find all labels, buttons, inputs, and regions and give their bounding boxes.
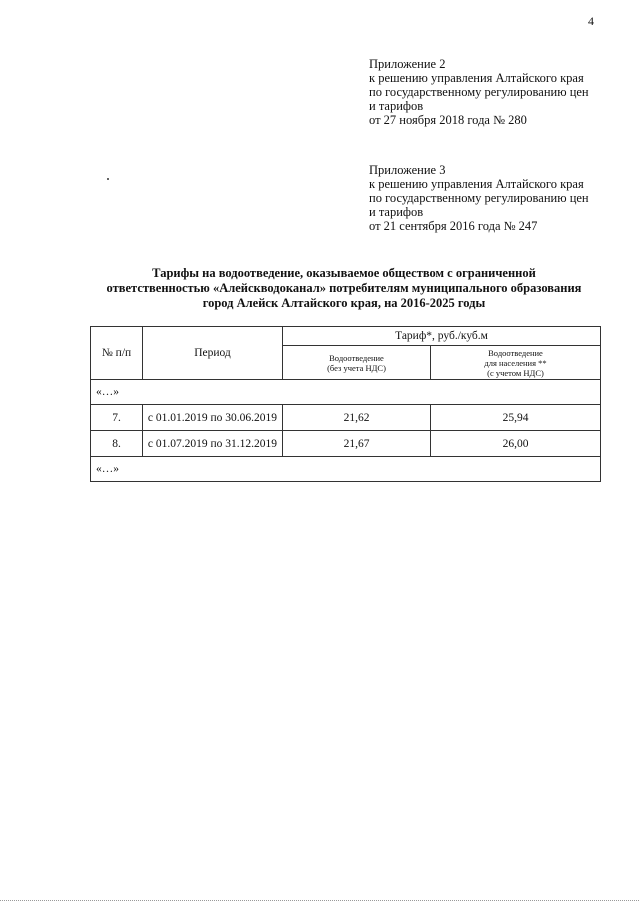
appendix-line: к решению управления Алтайского края <box>369 177 584 191</box>
appendix-line: и тарифов <box>369 205 424 219</box>
subheader-with-vat <box>431 346 601 380</box>
subheader-line: (без учета НДС) <box>327 362 386 373</box>
appendix-line: от 27 ноября 2018 года № 280 <box>369 113 527 127</box>
row-with-vat: 25,94 <box>431 405 601 431</box>
subheader-line: Водоотведение <box>329 352 384 363</box>
row-period: с 01.07.2019 по 31.12.2019 <box>143 431 283 457</box>
table-row <box>91 431 601 457</box>
ellipsis-row: «…» <box>91 457 601 482</box>
subheader-line: для населения ** <box>484 357 547 368</box>
title-line: ответственностью «Алейскводоканал» потребителям муниципального образования <box>106 281 582 295</box>
appendix-line: к решению управления Алтайского края <box>369 71 584 85</box>
appendix-2-block <box>369 57 619 127</box>
title-line: город Алейск Алтайского края, на 2016-2025 годы <box>202 296 486 310</box>
row-period: с 01.01.2019 по 30.06.2019 <box>143 405 283 431</box>
page-number: 4 <box>588 14 594 28</box>
appendix-line: и тарифов <box>369 99 424 113</box>
header-number: № п/п <box>91 327 143 380</box>
header-period: Период <box>143 327 283 380</box>
subheader-no-vat <box>283 346 431 380</box>
appendix-line: по государственному регулированию цен <box>369 85 589 99</box>
ellipsis-row: «…» <box>91 380 601 405</box>
table-row <box>91 405 601 431</box>
document-title <box>88 266 600 311</box>
scan-edge-line <box>0 900 639 901</box>
appendix-line: Приложение 3 <box>369 163 446 177</box>
appendix-line: по государственному регулированию цен <box>369 191 589 205</box>
row-no-vat: 21,67 <box>283 431 431 457</box>
subheader-line: (с учетом НДС) <box>487 367 544 378</box>
appendix-line: Приложение 2 <box>369 57 446 71</box>
header-tariff: Тариф*, руб./куб.м <box>283 327 601 346</box>
tariff-table <box>90 326 601 482</box>
appendix-3-block <box>369 163 619 233</box>
row-number: 8. <box>91 431 143 457</box>
row-with-vat: 26,00 <box>431 431 601 457</box>
scan-speck <box>107 178 109 180</box>
appendix-line: от 21 сентября 2016 года № 247 <box>369 219 538 233</box>
row-number: 7. <box>91 405 143 431</box>
row-no-vat: 21,62 <box>283 405 431 431</box>
subheader-line: Водоотведение <box>488 347 543 358</box>
title-line: Тарифы на водоотведение, оказываемое обществом с ограниченной <box>152 266 536 280</box>
